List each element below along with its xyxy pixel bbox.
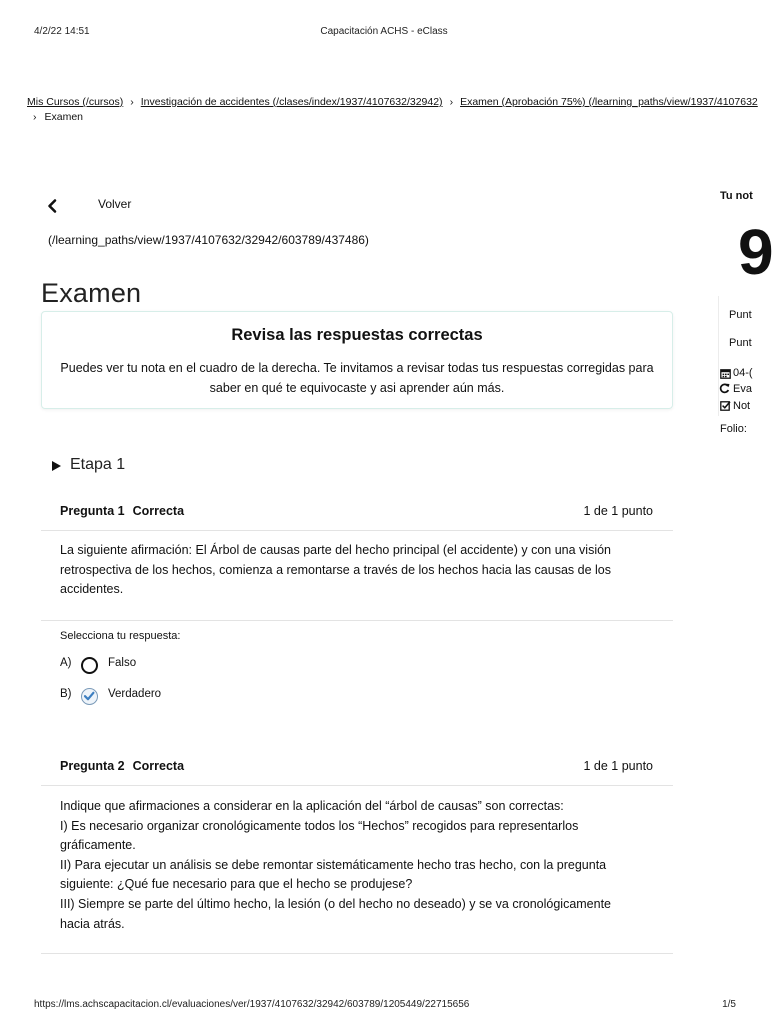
option-b-letter: B) (60, 688, 72, 700)
grade-points-label-2: Punt (729, 337, 752, 349)
divider (41, 620, 673, 621)
question-2-line: II) Para ejecutar un análisis se debe remontar sistemáticamente hecho tras hecho, con la pregunta siguiente: ¿Qué fue necesario para que el hecho se produjese? (60, 857, 607, 892)
question-2-score: 1 de 1 punto (583, 759, 653, 773)
grade-points-label: Punt (729, 309, 752, 321)
print-footer-url: https://lms.achscapacitacion.cl/evaluaciones/ver/1937/4107632/32942/603789/1205449/22715656 (34, 999, 470, 1010)
question-1-score: 1 de 1 punto (583, 504, 653, 518)
breadcrumb (27, 96, 758, 108)
breadcrumb-current (33, 111, 83, 123)
page-title: Examen (41, 278, 142, 308)
question-number: Pregunta 1 (60, 504, 125, 518)
question-status: Correcta (132, 759, 185, 773)
check-icon (83, 690, 95, 702)
divider (41, 953, 673, 954)
breadcrumb-separator: › (33, 111, 37, 123)
divider (41, 785, 673, 786)
print-doc-title: Capacitación ACHS - eClass (320, 26, 448, 37)
option-b-label: Verdadero (108, 688, 162, 700)
checkbox-checked-icon (720, 400, 731, 411)
option-a-letter: A) (60, 657, 72, 669)
divider (41, 530, 673, 531)
breadcrumb-link-mis-cursos[interactable]: Mis Cursos (/cursos) (27, 96, 124, 108)
grade-note-label: Not (733, 400, 751, 412)
breadcrumb-separator: › (130, 96, 134, 108)
exam-date: 04-( (733, 367, 753, 379)
question-status: Correcta (132, 504, 185, 518)
question-2-line: I) Es necesario organizar cronológicamente todos los “Hechos” recogidos para representarlos gráficamente. (60, 818, 579, 853)
folio-label: Folio: (720, 423, 747, 435)
option-a-label: Falso (108, 657, 137, 669)
expand-triangle-icon[interactable] (52, 461, 61, 471)
breadcrumb-link-exam-path[interactable]: Examen (Aprobación 75%) (/learning_paths/view/1937/4107632 (460, 96, 758, 108)
print-datetime: 4/2/22 14:51 (34, 26, 90, 37)
question-2-line: III) Siempre se parte del último hecho, la lesión (o del hecho no deseado) y se va cronológicamente hacia atrás. (60, 896, 612, 931)
review-notice-body: Puedes ver tu nota en el cuadro de la derecha. Te invitamos a revisar todas tus respuestas corregidas para saber en qué te equivocaste y asi aprender aún más. (60, 361, 654, 395)
breadcrumb-separator: › (449, 96, 454, 108)
question-2-header (60, 759, 184, 773)
panel-divider (718, 296, 719, 416)
answer-prompt: Selecciona tu respuesta: (60, 630, 181, 642)
back-link-path: (/learning_paths/view/1937/4107632/32942/603789/437486) (48, 233, 369, 247)
option-b-radio[interactable] (81, 688, 98, 705)
stage-toggle[interactable]: Etapa 1 (70, 456, 126, 473)
question-2-text (60, 797, 620, 934)
question-number: Pregunta 2 (60, 759, 125, 773)
question-2-line: Indique que afirmaciones a considerar en la aplicación del “árbol de causas” son correctas: (60, 799, 564, 813)
refresh-icon (719, 383, 730, 394)
grade-panel-heading: Tu not (720, 190, 753, 202)
question-1-header (60, 504, 184, 518)
option-a-radio[interactable] (81, 657, 98, 674)
review-notice (41, 311, 673, 409)
chevron-left-icon[interactable] (47, 199, 57, 213)
calendar-icon (720, 368, 731, 379)
back-link[interactable]: Volver (98, 197, 132, 211)
grade-value: 9 (738, 216, 774, 288)
breadcrumb-current-label: Examen (44, 111, 84, 123)
review-notice-title: Revisa las respuestas correctas (231, 326, 483, 344)
question-1-text: La siguiente afirmación: El Árbol de causas parte del hecho principal (el accidente) y con una visión retrospectiva de los hechos, comienza a remontarse a través de los hechos hacia las causas de los accidentes. (60, 543, 612, 597)
print-footer-page: 1/5 (722, 999, 736, 1010)
breadcrumb-link-course[interactable]: Investigación de accidentes (/clases/index/1937/4107632/32942) (140, 96, 443, 108)
evaluation-label: Eva (733, 383, 752, 395)
